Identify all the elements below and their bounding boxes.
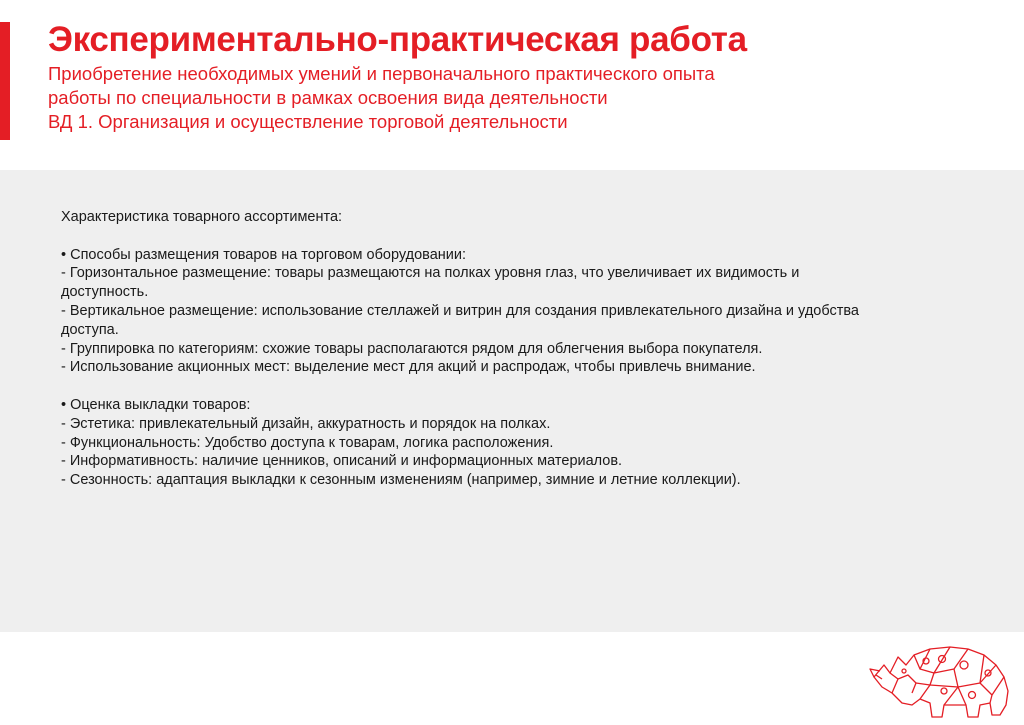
rhino-logo-icon <box>868 635 1018 720</box>
list-item: - Информативность: наличие ценников, описаний и информационных материалов. <box>61 453 623 470</box>
accent-bar <box>0 22 10 140</box>
page-subtitle <box>48 62 768 134</box>
list-item: - Группировка по категориям: схожие товары располагаются рядом для облегчения выбора покупателя. <box>61 340 763 357</box>
content-text <box>61 208 961 490</box>
list-item: доступность. <box>61 284 149 301</box>
list-item: - Горизонтальное размещение: товары размещаются на полках уровня глаз, что увеличивает их видимость и <box>61 265 800 282</box>
section-bullet: • Способы размещения товаров на торговом оборудовании: <box>61 246 467 263</box>
subtitle-line: работы по специальности в рамках освоения вида деятельности <box>48 87 608 108</box>
spacer <box>61 377 961 396</box>
page-title: Экспериментально-практическая работа <box>48 20 747 59</box>
list-item: доступа. <box>61 321 119 338</box>
content-heading: Характеристика товарного ассортимента: <box>61 209 343 225</box>
subtitle-line: Приобретение необходимых умений и первоначального практического опыта <box>48 63 715 84</box>
list-item: - Использование акционных мест: выделение мест для акций и распродаж, чтобы привлечь внимание. <box>61 359 756 376</box>
section-bullet: • Оценка выкладки товаров: <box>61 396 251 413</box>
list-item: - Функциональность: Удобство доступа к товарам, логика расположения. <box>61 434 554 451</box>
content-panel <box>0 170 1024 632</box>
list-item: - Эстетика: привлекательный дизайн, аккуратность и порядок на полках. <box>61 415 551 432</box>
spacer <box>61 227 961 246</box>
list-item: - Вертикальное размещение: использование стеллажей и витрин для создания привлекательного дизайна и удобства <box>61 302 859 319</box>
subtitle-line: ВД 1. Организация и осуществление торговой деятельности <box>48 111 568 132</box>
list-item: - Сезонность: адаптация выкладки к сезонным изменениям (например, зимние и летние коллекции). <box>61 472 741 489</box>
